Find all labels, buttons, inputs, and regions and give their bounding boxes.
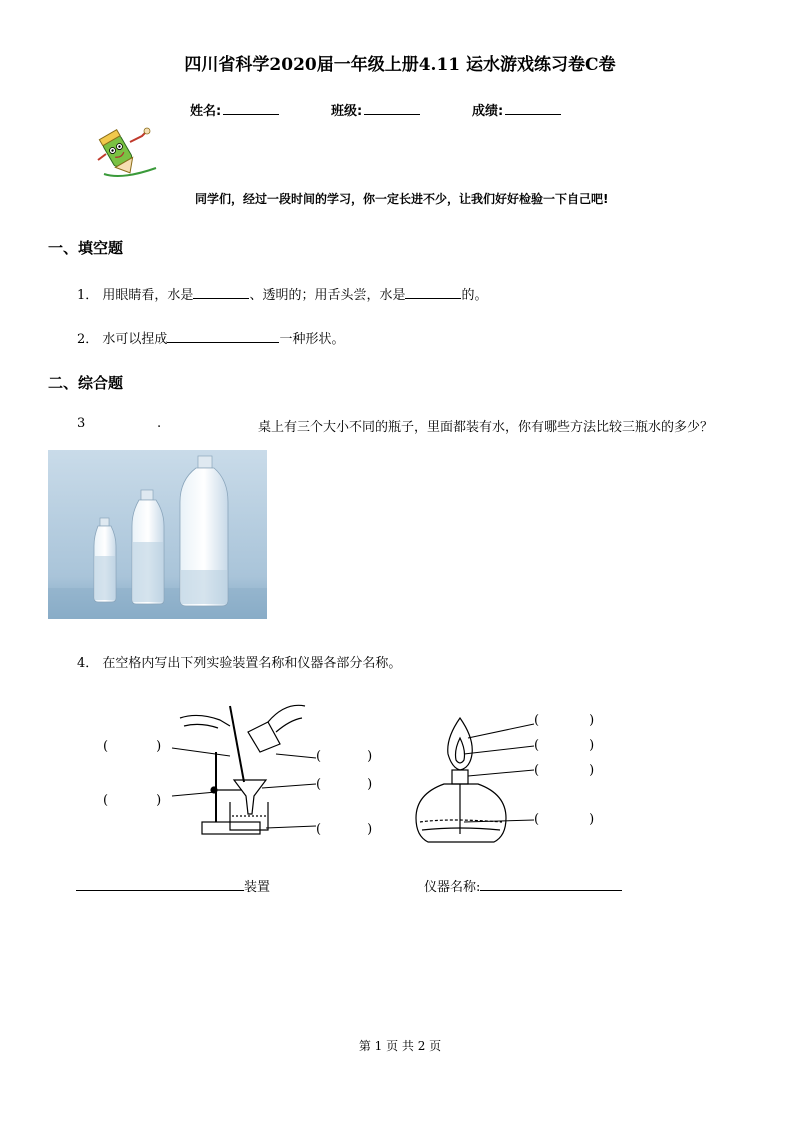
blank-paren[interactable]: ( ) bbox=[316, 749, 373, 764]
small-bottle-icon bbox=[94, 518, 116, 602]
question-3-number: 3 bbox=[77, 416, 86, 431]
answer-blank[interactable] bbox=[405, 286, 461, 299]
question-number: 1． bbox=[77, 288, 99, 303]
instrument-name-answer bbox=[424, 876, 622, 895]
blank-paren[interactable]: ( ) bbox=[103, 739, 162, 754]
blank-paren[interactable]: ( ) bbox=[316, 822, 373, 837]
question-1 bbox=[77, 284, 487, 303]
question-3-dot: . bbox=[157, 416, 162, 431]
answer-blank[interactable] bbox=[480, 878, 622, 891]
question-4 bbox=[77, 652, 401, 671]
question-text-part: 用眼睛看，水是 bbox=[102, 288, 194, 303]
name-field bbox=[190, 100, 279, 119]
question-number: 2． bbox=[77, 332, 99, 347]
question-text: 在空格内写出下列实验装置名称和仪器各部分名称。 bbox=[102, 656, 402, 671]
answer-blank[interactable] bbox=[167, 330, 279, 343]
class-field bbox=[331, 100, 420, 119]
large-bottle-icon bbox=[180, 456, 228, 606]
section-fill-blank-heading: 一、填空题 bbox=[48, 239, 124, 257]
blank-paren[interactable]: ( ) bbox=[534, 713, 595, 728]
class-blank bbox=[364, 101, 420, 115]
question-text-part: 水可以捏成 bbox=[102, 332, 168, 347]
score-label: 成绩: bbox=[472, 104, 504, 119]
section-comprehensive-heading: 二、综合题 bbox=[48, 374, 124, 392]
pencil-mascot-icon bbox=[92, 124, 158, 180]
question-text-part: 一种形状。 bbox=[279, 332, 345, 347]
question-text-part: 的。 bbox=[461, 288, 488, 303]
blank-paren[interactable]: ( ) bbox=[103, 793, 162, 808]
medium-bottle-icon bbox=[132, 490, 164, 604]
blank-paren[interactable]: ( ) bbox=[534, 738, 595, 753]
encouragement-text: 同学们，经过一段时间的学习，你一定长进不少，让我们好好检验一下自己吧! bbox=[195, 192, 609, 206]
question-2 bbox=[77, 328, 344, 347]
score-field bbox=[472, 100, 561, 119]
name-blank bbox=[223, 101, 279, 115]
blank-paren[interactable]: ( ) bbox=[534, 763, 595, 778]
apparatus-suffix: 装置 bbox=[244, 880, 271, 895]
question-text-part: 、透明的；用舌头尝，水是 bbox=[249, 288, 406, 303]
question-3-text: 桌上有三个大小不同的瓶子，里面都装有水，你有哪些方法比较三瓶水的多少？ bbox=[258, 420, 714, 435]
question-number: 4． bbox=[77, 656, 99, 671]
page-title: 四川省科学2020届一年级上册4.11 运水游戏练习卷C卷 bbox=[184, 55, 616, 75]
page-footer: 第 1 页 共 2 页 bbox=[358, 1039, 442, 1053]
class-label: 班级: bbox=[331, 104, 363, 119]
blank-paren[interactable]: ( ) bbox=[534, 812, 595, 827]
alcohol-lamp-diagram bbox=[408, 708, 548, 858]
apparatus-name-answer bbox=[76, 876, 270, 895]
answer-blank[interactable] bbox=[193, 286, 249, 299]
score-blank bbox=[505, 101, 561, 115]
instrument-label: 仪器名称: bbox=[424, 880, 481, 895]
answer-blank[interactable] bbox=[76, 878, 244, 891]
three-bottles-photo bbox=[48, 450, 267, 619]
blank-paren[interactable]: ( ) bbox=[316, 777, 373, 792]
name-label: 姓名: bbox=[190, 104, 222, 119]
